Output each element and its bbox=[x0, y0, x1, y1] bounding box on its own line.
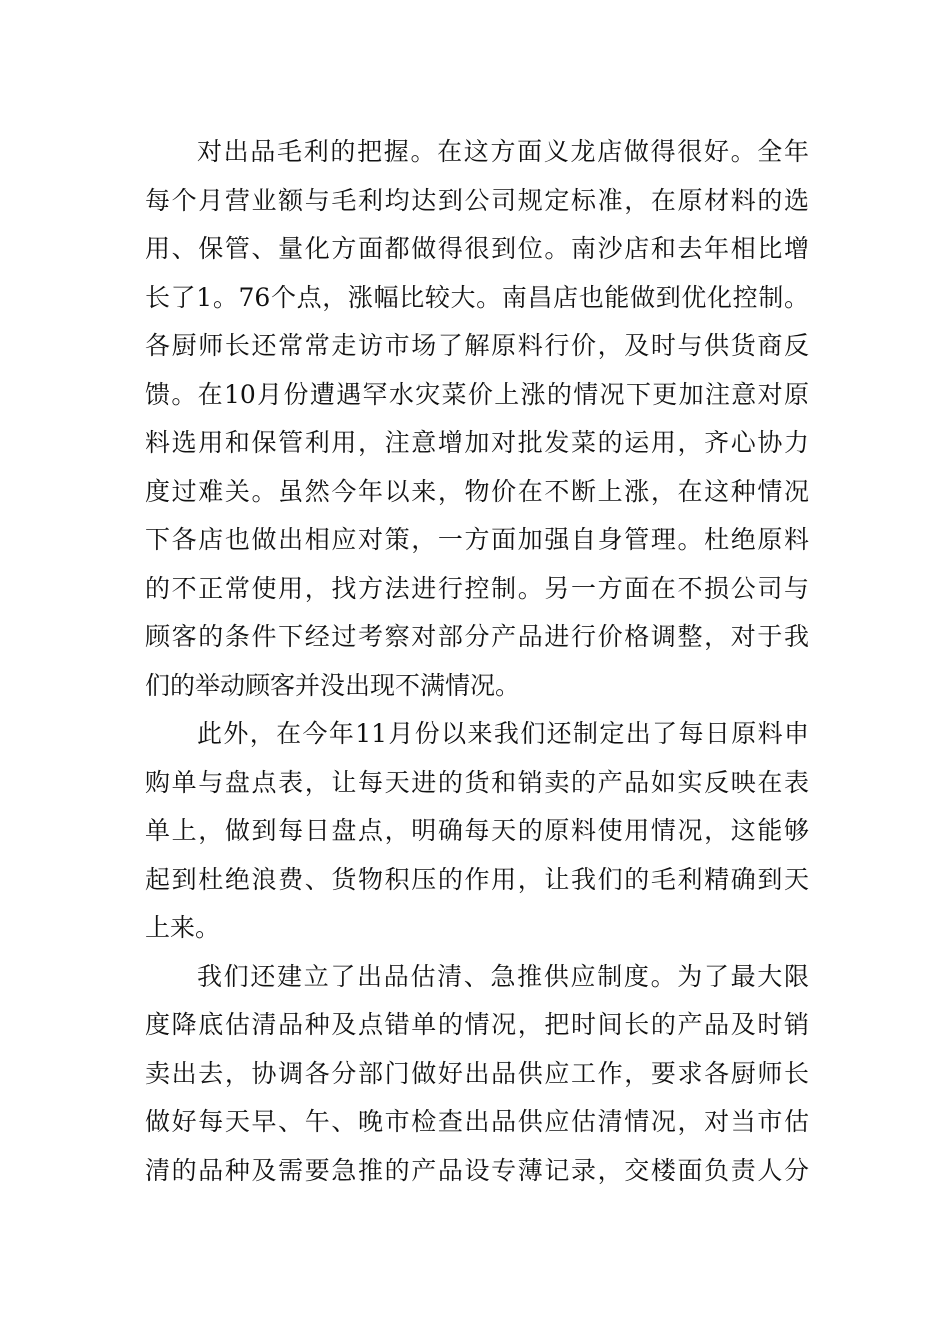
paragraph-2-line-5: 上来。 bbox=[145, 913, 221, 942]
paragraph-3-line-5: 清的品种及需要急推的产品设专薄记录，交楼面负责人分 bbox=[145, 1155, 809, 1185]
document-body bbox=[145, 128, 809, 1195]
paragraph-1-line-6: 馈。在10月份遭遇罕水灾菜价上涨的情况下更加注意对原 bbox=[145, 379, 809, 409]
paragraph-3-line-1: 我们还建立了出品估清、急推供应制度。为了最大限 bbox=[197, 961, 809, 991]
paragraph-1-line-1: 对出品毛利的把握。在这方面义龙店做得很好。全年 bbox=[197, 137, 809, 166]
paragraph-1-line-10: 的不正常使用，找方法进行控制。另一方面在不损公司与 bbox=[145, 573, 809, 603]
paragraph-3-line-4: 做好每天早、午、晚市检查出品供应估清情况，对当市估 bbox=[145, 1107, 809, 1136]
paragraph-1-line-3: 用、保管、量化方面都做得很到位。南沙店和去年相比增 bbox=[145, 234, 809, 263]
paragraph-2-line-4: 起到杜绝浪费、货物积压的作用，让我们的毛利精确到天 bbox=[145, 864, 809, 894]
paragraph-1-line-5: 各厨师长还常常走访市场了解原料行价，及时与供货商反 bbox=[145, 331, 809, 360]
paragraph-1-line-12: 们的举动顾客并没出现不满情况。 bbox=[145, 670, 521, 700]
paragraph-1-line-8: 度过难关。虽然今年以来，物价在不断上涨，在这种情况 bbox=[145, 476, 809, 506]
paragraph-1-line-2: 每个月营业额与毛利均达到公司规定标准，在原材料的选 bbox=[145, 185, 809, 215]
paragraph-1-line-4: 长了1。76个点，涨幅比较大。南昌店也能做到优化控制。 bbox=[145, 282, 809, 312]
paragraph-2-line-1: 此外，在今年11月份以来我们还制定出了每日原料申 bbox=[197, 719, 809, 748]
paragraph-1-line-9: 下各店也做出相应对策，一方面加强自身管理。杜绝原料 bbox=[145, 525, 809, 554]
paragraph-2-line-2: 购单与盘点表，让每天进的货和销卖的产品如实反映在表 bbox=[145, 767, 809, 797]
paragraph-1-line-7: 料选用和保管利用，注意增加对批发菜的运用，齐心协力 bbox=[145, 428, 809, 457]
paragraph-2-line-3: 单上，做到每日盘点，明确每天的原料使用情况，这能够 bbox=[145, 816, 809, 845]
paragraph-3-line-3: 卖出去，协调各分部门做好出品供应工作，要求各厨师长 bbox=[145, 1058, 809, 1088]
paragraph-3-line-2: 度降底估清品种及点错单的情况，把时间长的产品及时销 bbox=[145, 1010, 809, 1039]
paragraph-1-line-11: 顾客的条件下经过考察对部分产品进行价格调整，对于我 bbox=[145, 622, 809, 651]
